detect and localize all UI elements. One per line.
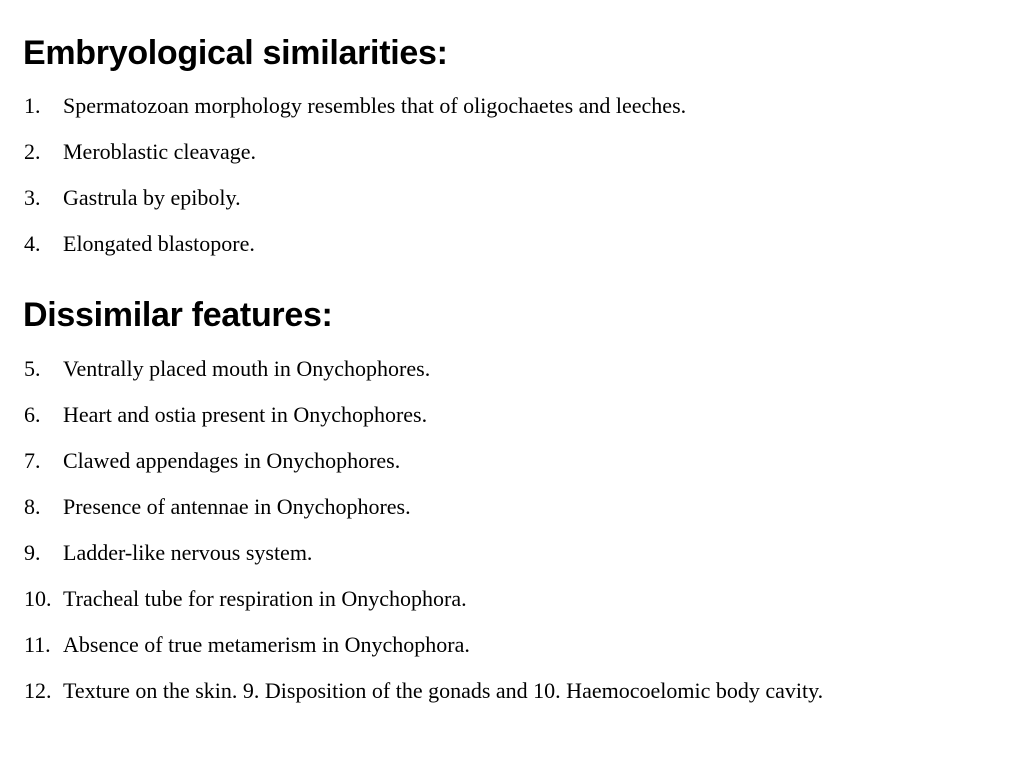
item-text: Gastrula by epiboly. [63,185,241,210]
item-number: 9. [24,540,41,565]
list-item [24,138,686,184]
list-item [24,677,823,723]
item-number: 4. [24,231,41,256]
list-item [24,447,823,493]
list-item [24,401,823,447]
list-item [24,539,823,585]
item-number: 12. [24,678,52,703]
list-item [24,184,686,230]
list-item [24,631,823,677]
item-number: 5. [24,356,41,381]
item-text: Texture on the skin. 9. Disposition of the gonads and 10. Haemocoelomic body cavity. [63,678,824,703]
similarities-list [24,92,686,276]
list-item [24,355,823,401]
item-text: Heart and ostia present in Onychophores. [63,402,428,427]
item-text: Elongated blastopore. [63,231,255,256]
item-text: Tracheal tube for respiration in Onychophora. [63,586,467,611]
dissimilar-list [24,355,823,723]
item-number: 8. [24,494,41,519]
list-item [24,585,823,631]
item-number: 6. [24,402,41,427]
item-number: 11. [24,632,51,657]
item-text: Absence of true metamerism in Onychophora. [63,632,470,657]
list-item [24,92,686,138]
list-item [24,493,823,539]
item-number: 10. [24,586,52,611]
item-text: Ladder-like nervous system. [63,540,313,565]
item-text: Ventrally placed mouth in Onychophores. [63,356,431,381]
item-number: 3. [24,185,41,210]
item-text: Presence of antennae in Onychophores. [63,494,411,519]
list-item [24,230,686,276]
item-number: 1. [24,93,41,118]
item-text: Meroblastic cleavage. [63,139,257,164]
dissimilar-features-heading: Dissimilar features: [23,296,333,334]
item-text: Spermatozoan morphology resembles that of oligochaetes and leeches. [63,93,687,118]
embryological-similarities-heading: Embryological similarities: [23,34,448,72]
item-number: 7. [24,448,41,473]
item-number: 2. [24,139,41,164]
item-text: Clawed appendages in Onychophores. [63,448,401,473]
